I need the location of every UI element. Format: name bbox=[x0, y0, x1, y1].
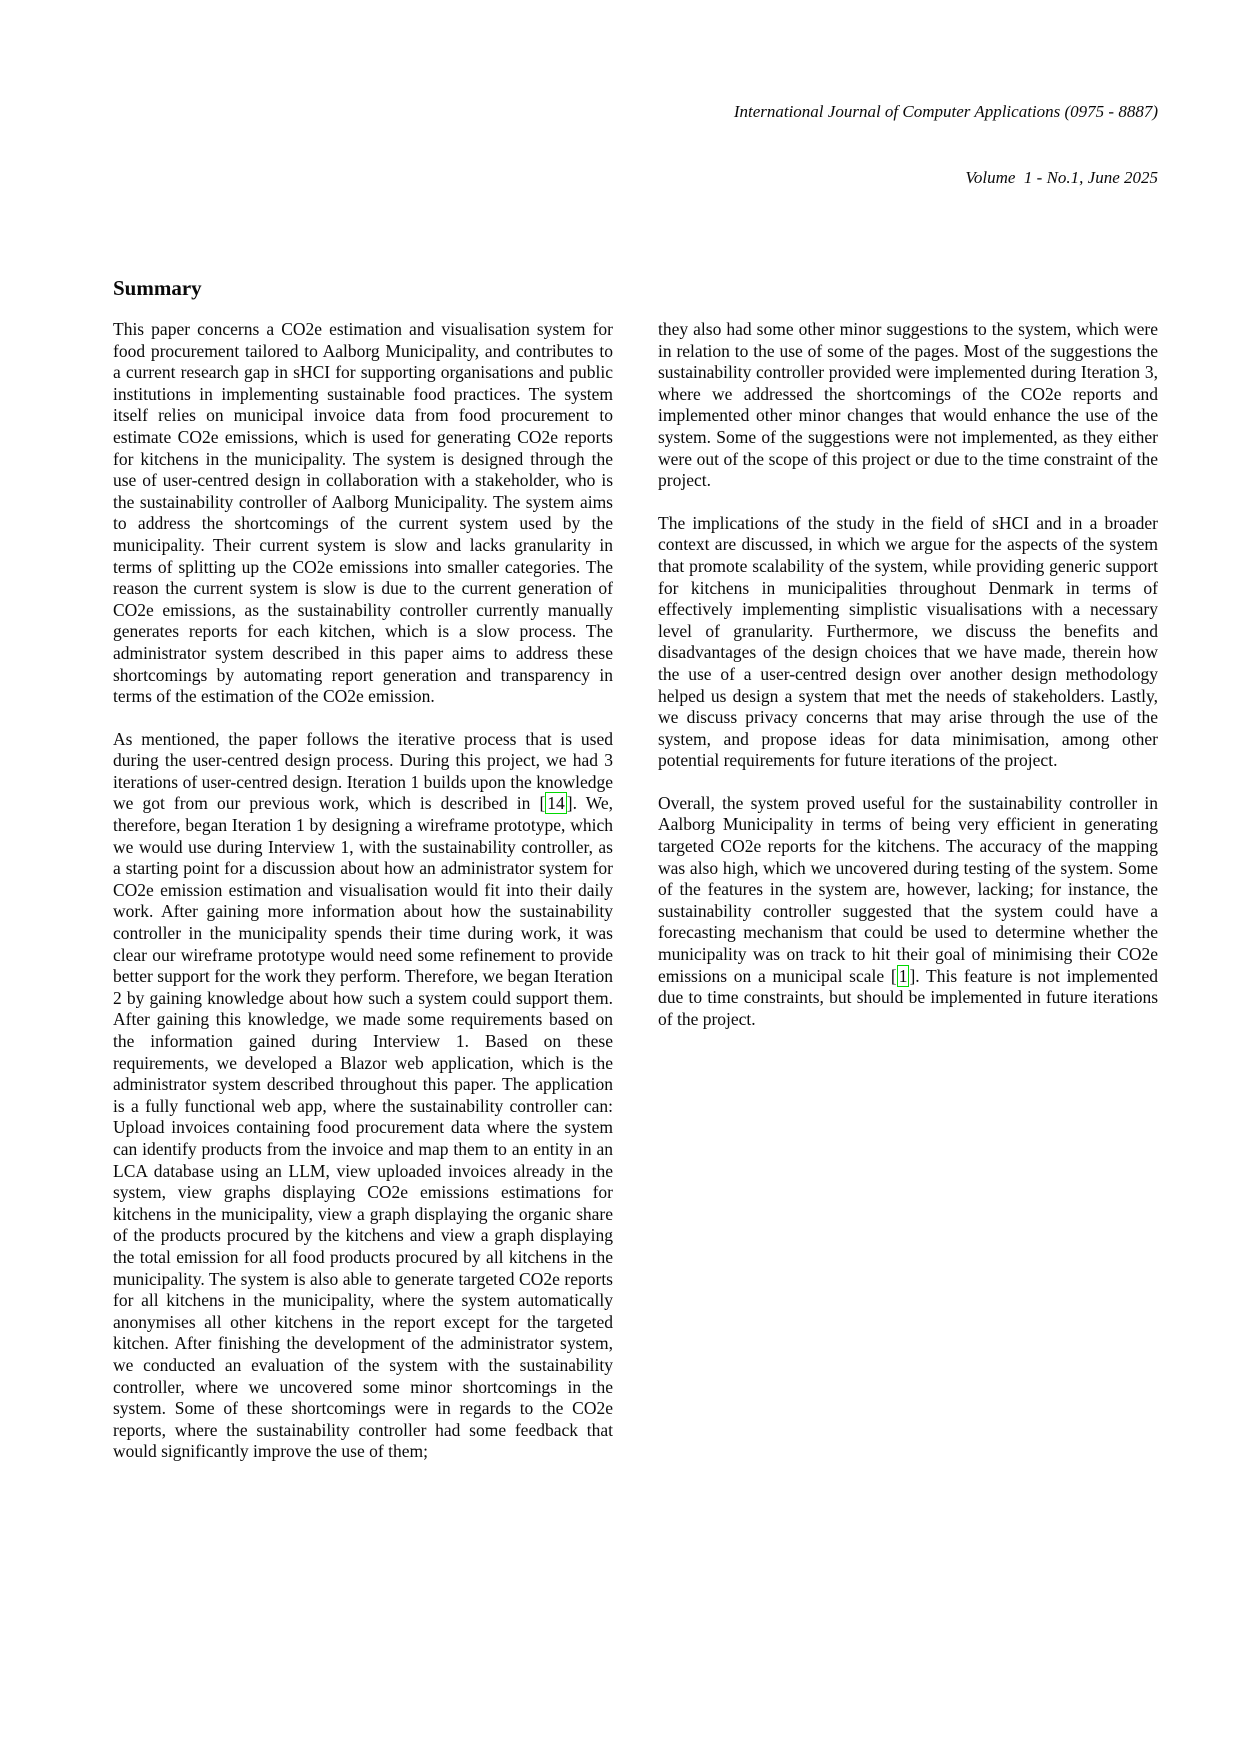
section-title: Summary bbox=[113, 276, 202, 300]
journal-header-line2: Volume 1 - No.1, June 2025 bbox=[965, 168, 1158, 187]
paragraph: Overall, the system proved useful for the sustainability controller in Aalborg Municipality in terms of being very efficient in generating targeted CO2e reports for the kitchens. The accuracy of the mapping was also high, which we uncovered during testing of the system. Some of the features in the system are, however, lacking; for instance, the sustainability controller suggested that the system could have a forecasting mechanism that could be used to determine whether the municipality was on track to hit their goal of minimising their CO2e emissions on a municipal scale [ 1 ]. This feature is not implemented due to time constraints, but should be implemented in future iterations of the project. bbox=[658, 792, 1158, 1029]
right-column bbox=[658, 319, 1158, 1051]
paragraph: This paper concerns a CO2e estimation and visualisation system for food procurement tailored to Aalborg Municipality, and contributes to a current research gap in sHCI for supporting organisations and public institutions in implementing sustainable food practices. The system itself relies on municipal invoice data from food procurement to estimate CO2e emissions, which is used for generating CO2e reports for kitchens in the municipality. The system is designed through the use of user-centred design in collaboration with a stakeholder, who is the sustainability controller of Aalborg Municipality. The system aims to address the shortcomings of the current system used by the municipality. Their current system is slow and lacks granularity in terms of splitting up the CO2e emissions into smaller categories. The reason the current system is slow is due to the current generation of CO2e emissions, as the sustainability controller currently manually generates reports for each kitchen, which is a slow process. The administrator system described in this paper aims to address these shortcomings by automating report generation and transparency in terms of the estimation of the CO2e emission. bbox=[113, 319, 613, 707]
left-column bbox=[113, 319, 613, 1484]
paragraph: The implications of the study in the field of sHCI and in a broader context are discussed, in which we argue for the aspects of the system that promote scalability of the system, while providing generic support for kitchens in municipalities throughout Denmark in terms of effectively implementing simplistic visualisations with a necessary level of granularity. Furthermore, we discuss the benefits and disadvantages of the design choices that we have made, therein how the use of a user-centred design over another design methodology helped us design a system that met the needs of stakeholders. Lastly, we discuss privacy concerns that may arise through the use of the system, and propose ideas for data minimisation, among other potential requirements for future iterations of the project. bbox=[658, 512, 1158, 771]
paragraph: As mentioned, the paper follows the iterative process that is used during the user-centred design process. During this project, we had 3 iterations of user-centred design. Iteration 1 builds upon the knowledge we got from our previous work, which is described in [ 14 ]. We, therefore, began Iteration 1 by designing a wireframe prototype, which we would use during Interview 1, with the sustainability controller, as a starting point for a discussion about how an administrator system for CO2e emission estimation and visualisation would fit into their daily work. After gaining more information about how the sustainability controller in the municipality spends their time during work, it was clear our wireframe prototype would need some refinement to provide better support for the work they perform. Therefore, we began Iteration 2 by gaining knowledge about how such a system could support them. After gaining this knowledge, we made some requirements based on the information gained during Interview 1. Based on these requirements, we developed a Blazor web application, which is the administrator system described throughout this paper. The application is a fully functional web app, where the sustainability controller can: Upload invoices containing food procurement data where the system can identify products from the invoice and map them to an entity in an LCA database using an LLM, view uploaded invoices already in the system, view graphs displaying CO2e emissions estimations for kitchens in the municipality, view a graph displaying the organic share of the products procured by the kitchens and view a graph displaying the total emission for all food products procured by all kitchens in the municipality. The system is also able to generate targeted CO2e reports for all kitchens in the municipality, where the system automatically anonymises all other kitchens in the report except for the targeted kitchen. After finishing the development of the administrator system, we conducted an evaluation of the system with the sustainability controller, where we uncovered some minor shortcomings in the system. Some of these shortcomings were in regards to the CO2e reports, where the sustainability controller had some feedback that would significantly improve the use of them; bbox=[113, 728, 613, 1462]
paragraph: they also had some other minor suggestions to the system, which were in relation to the use of some of the pages. Most of the suggestions the sustainability controller provided were implemented during Iteration 3, where we addressed the shortcomings of the CO2e reports and implemented other minor changes that would enhance the use of the system. Some of the suggestions were not implemented, as they either were out of the scope of this project or due to the time constraint of the project. bbox=[658, 319, 1158, 491]
journal-header-line1: International Journal of Computer Applications (0975 - 8887) bbox=[733, 102, 1158, 121]
citation-link[interactable]: 14 bbox=[547, 793, 565, 814]
journal-header bbox=[113, 0, 1158, 233]
two-column-body bbox=[113, 319, 1158, 1484]
citation-link[interactable]: 1 bbox=[898, 965, 908, 986]
